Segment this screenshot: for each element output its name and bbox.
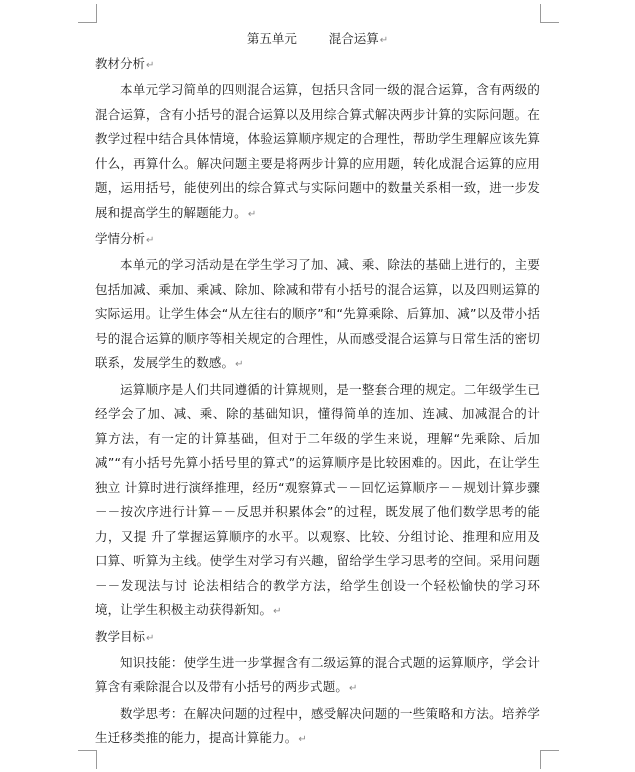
crop-mark-bottom-right [540,750,559,769]
body-paragraph: 本单元的学习活动是在学生学习了加、减、乘、除法的基础上进行的，主要包括加减、乘加、乘减、除加、除减和带有小括号的混合运算，以及四则运算的实际运用。让学生体会“从左往右的顺序”和“先算乘除、后算加、减”以及带小括号的混合运算的顺序等相关规定的合理性，从而感受混合运算与日常生活的密切联系，发展学生的数感。↵ [95,257,540,370]
paragraph-mark-icon: ↵ [349,683,358,694]
section-heading: 教材分析↵ [95,56,155,71]
paragraph-mark-icon: ↵ [247,208,257,220]
body-paragraph: 知识技能：使学生进一步掌握含有二级运算的混合式题的运算顺序，学会计算含有乘除混合以及带有小括号的两步式题。↵ [95,654,540,694]
paragraph-mark-icon: ↵ [379,35,389,46]
section-heading: 教学目标↵ [95,628,155,644]
crop-mark-bottom-left [78,750,97,769]
crop-mark-top-left [78,4,97,23]
body-paragraph: 本单元学习简单的四则混合运算，包括只含同一级的混合运算，含有两级的混合运算，含有小括号的混合运算以及用综合算式解决两步计算的实际问题。在教学过程中结合具体情境，体验运算顺序规定的合理性，帮助学生理解应该先算什么，再算什么。解决问题主要是将两步计算的应用题，转化成混合运算的应用题，运用括号，能使列出的综合算式与实际问题中的数量关系相一致，进一步发展和提高学生的解题能力。↵ [95,82,540,220]
body-paragraph: 运算顺序是人们共同遵循的计算规则，是一整套合理的规定。二年级学生已经学会了加、减、乘、除的基础知识，懂得简单的连加、连减、加减混合的计 算方法，有一定的计算基础，但对于二年级的学生来说，理解“先乘除、后加减”“有小括号先算小括号里的算式”的运算顺序是比较困难的。因此，在让学生独立 计算时进行演绎推理，经历“观察算式－－回忆运算顺序－－规划计算步骤－－按次序进行计算－－反思并积累体会”的过程，既发展了他们数学思考的能力，又提 升了掌握运算顺序的水平。以观察、比较、分组讨论、推理和应用及口算、听算为主线。使学生对学习有兴趣，留给学生学习思考的空间。采用问题－－发现法与讨 论法相结合的教学方法，给学生创设一个轻松愉快的学习环境，让学生积极主动获得新知。↵ [95,381,540,617]
section-heading: 学情分析↵ [95,231,155,246]
crop-mark-top-right [540,4,559,23]
paragraph-mark-icon: ↵ [146,60,155,71]
document-body[interactable] [95,26,540,753]
document-title: 第五单元 混合运算↵ [246,31,389,46]
paragraph-mark-icon: ↵ [273,606,282,617]
paragraph-mark-icon: ↵ [298,734,307,745]
paragraph-mark-icon: ↵ [146,632,155,644]
paragraph-mark-icon: ↵ [235,359,244,370]
paragraph-mark-icon: ↵ [146,235,155,246]
body-paragraph: 数学思考：在解决问题的过程中，感受解决问题的一些策略和方法。培养学生迁移类推的能力，提高计算能力。↵ [95,705,540,745]
